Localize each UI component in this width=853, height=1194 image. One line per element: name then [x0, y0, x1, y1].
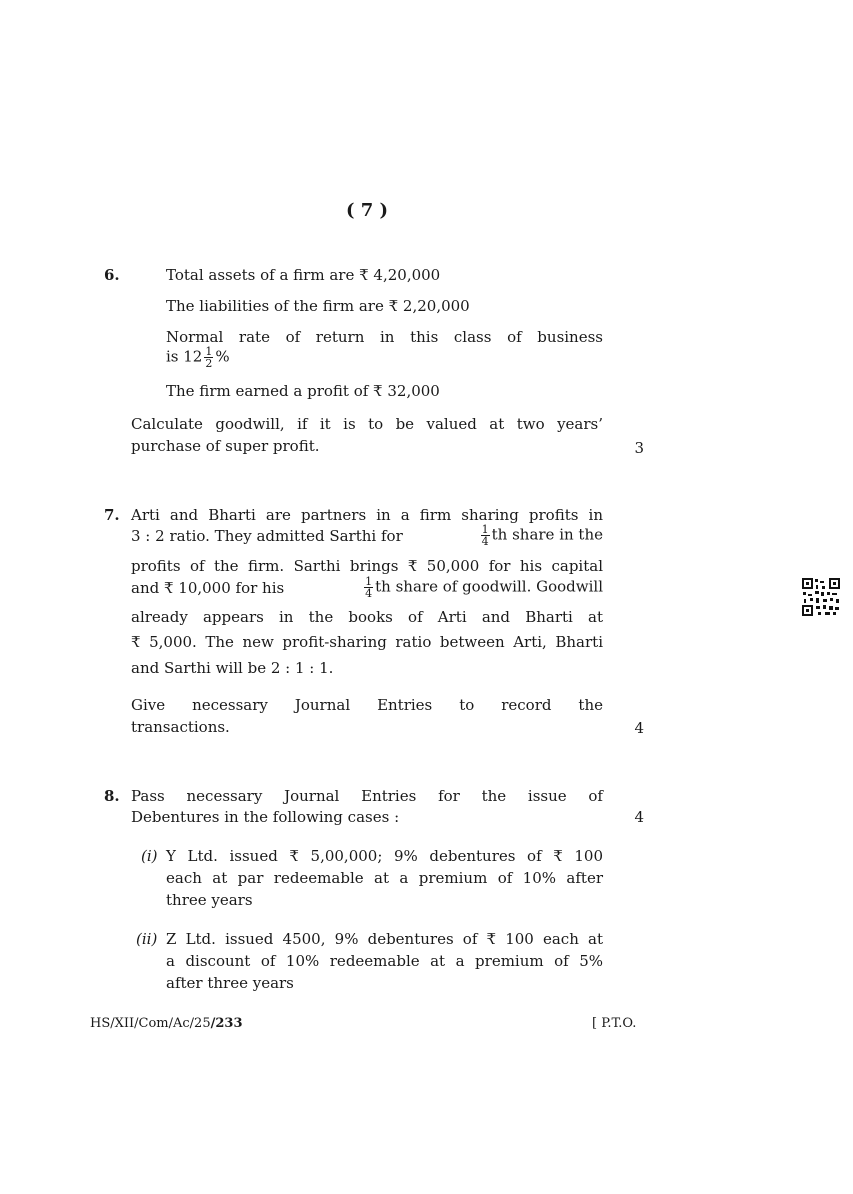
q6-question-line-2: purchase of super profit. [131, 437, 320, 455]
q8-case-i-line-1: Y Ltd. issued ₹ 5,00,000; 9% debentures of ₹ 100 [166, 847, 603, 865]
q7-marks: 4 [634, 719, 644, 737]
question-8-number: 8. [104, 787, 120, 805]
q7-fraction-2: $\frac{1}{4}$ [365, 575, 373, 600]
question-6-number: 6. [104, 266, 120, 284]
q6-marks: 3 [634, 439, 644, 457]
q7-line-7: and Sarthi will be 2 : 1 : 1. [131, 659, 334, 677]
paper-code: HS/XII/Com/Ac/25/233 [90, 1016, 243, 1031]
q8-case-i-line-2: each at par redeemable at a premium of 10% after [166, 869, 603, 887]
q6-question-line-1: Calculate goodwill, if it is to be valued at two years’ [131, 415, 603, 433]
q7-instruction-line-1: Give necessary Journal Entries to record the [131, 696, 603, 714]
q7-line-4: and ₹ 10,000 for his $\frac{1}{4}$ th share of goodwill. Goodwill [131, 575, 603, 600]
q8-line-2: Debentures in the following cases : [131, 808, 400, 826]
q8-case-ii-label: (ii) [136, 930, 158, 948]
q6-fraction: $\frac{1}{2}$ [205, 345, 213, 370]
q8-case-ii-line-3: after three years [166, 974, 294, 992]
pto-label: [ P.T.O. [592, 1016, 637, 1031]
q7-fraction-1: $\frac{1}{4}$ [481, 523, 489, 548]
q7-instruction-line-2: transactions. [131, 718, 230, 736]
q6-rate-value: is 12 $\frac{1}{2}$ % [166, 345, 230, 370]
q6-profit: The firm earned a profit of ₹ 32,000 [166, 382, 440, 400]
q6-total-assets: Total assets of a firm are ₹ 4,20,000 [166, 266, 441, 284]
q6-normal-rate: Normal rate of return in this class of business [166, 328, 603, 346]
q8-line-1: Pass necessary Journal Entries for the issue of [131, 787, 603, 805]
q7-line-6: ₹ 5,000. The new profit-sharing ratio between Arti, Bharti [131, 633, 603, 651]
question-7-number: 7. [104, 506, 120, 524]
q8-case-i-line-3: three years [166, 891, 253, 909]
q7-line-2: 3 : 2 ratio. They admitted Sarthi for $\frac{1}{4}$ th share in the [131, 523, 603, 548]
page-number: ( 7 ) [345, 200, 389, 221]
q8-case-ii-line-2: a discount of 10% redeemable at a premium of 5% [166, 952, 603, 970]
q7-line-1: Arti and Bharti are partners in a firm sharing profits in [131, 506, 603, 524]
qr-code-icon [801, 577, 841, 617]
q8-case-i-label: (i) [141, 847, 158, 865]
q7-line-5: already appears in the books of Arti and Bharti at [131, 608, 603, 626]
q8-marks: 4 [634, 808, 644, 826]
q8-case-ii-line-1: Z Ltd. issued 4500, 9% debentures of ₹ 100 each at [166, 930, 603, 948]
q6-liabilities: The liabilities of the firm are ₹ 2,20,000 [166, 297, 470, 315]
q7-line-3: profits of the firm. Sarthi brings ₹ 50,000 for his capital [131, 557, 603, 575]
